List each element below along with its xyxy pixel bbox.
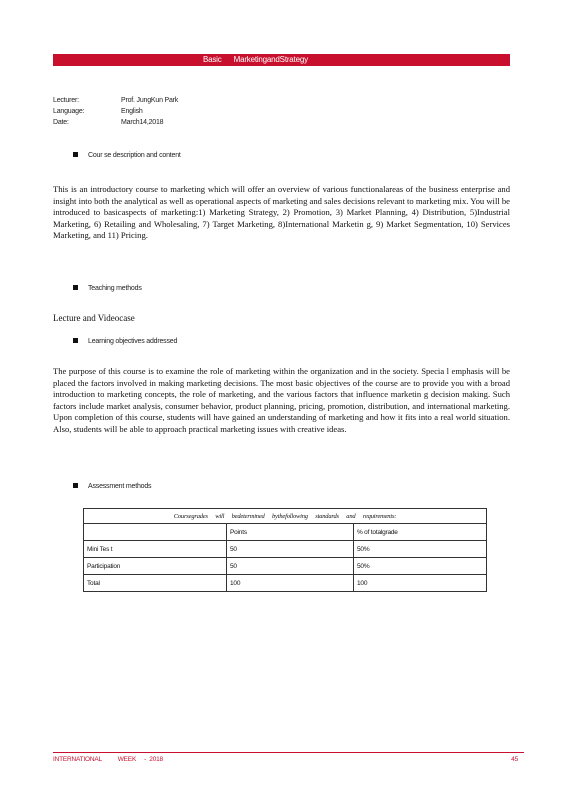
table-row [84, 541, 487, 558]
table-header-cell [84, 524, 227, 541]
meta-date [53, 119, 163, 126]
table-cell: 50 [227, 541, 354, 558]
footer-event-label: INTERNATIONAL WEEK - 2018 [53, 756, 163, 763]
assessment-table [83, 508, 487, 592]
table-header-cell: % of totalgrade [354, 524, 487, 541]
title-part-2: MarketingandStrategy [233, 55, 308, 64]
meta-value: English [121, 108, 143, 115]
meta-value: Prof. JungKun Park [121, 97, 179, 104]
bullet-square-icon [73, 483, 78, 488]
meta-label: Lecturer: [53, 97, 79, 104]
course-description-text: This is an introductory course to marketing which will offer an overview of various functionalareas of the business enterprise and insight into both the analytical as well as operational aspects of marketing and sales decisions relevant to marketing mix. You will be introduced to basicaspects of marketing:1) Marketing Strategy, 2) Promotion, 3) Market Planning, 4) Distribution, 5)Industrial Marketing, 6) Retailing and Wholesaling, 7) Target Marketing, 8)International Marketin g, 9) Market Segmentation, 10) Services Marketing, and 11) Pricing. [53, 184, 510, 241]
section-heading-learning-objectives: Learning objectives addressed [73, 338, 177, 345]
bullet-square-icon [73, 338, 78, 343]
document-title-bar [53, 54, 510, 66]
table-cell: Mini Tes t [84, 541, 227, 558]
table-header-row [84, 524, 487, 541]
teaching-methods-text: Lecture and Videocase [53, 313, 135, 323]
table-caption-row [84, 509, 487, 524]
table-row [84, 558, 487, 575]
meta-label: Language: [53, 108, 85, 115]
table-cell: 100 [227, 575, 354, 592]
table-row [84, 575, 487, 592]
footer-divider [53, 752, 524, 753]
footer-page-number: 45 [511, 756, 518, 763]
table-header-cell: Points [227, 524, 354, 541]
learning-objectives-text: The purpose of this course is to examine the role of marketing within the organization and in the society. Specia l emphasis will be placed the factors involved in making marketing decisions. The most basic objectives of the course are to provide you with a broad introduction to marketing concepts, the role of marketing, and the various factors that influence marketin g decision making. Such factors include market analysis, consumer behavior, product planning, pricing, promotion, distribution, and international marketing. Upon completion of this course, students will have gained an understanding of marketing and how it fits into a real world situation. Also, students will be able to approach practical marketing issues with creative ideas. [53, 366, 510, 434]
table-cell: 50 [227, 558, 354, 575]
table-cell: 50% [354, 558, 487, 575]
meta-value: March14,2018 [121, 119, 164, 126]
bullet-square-icon [73, 152, 78, 157]
table-cell: Total [84, 575, 227, 592]
section-heading-assessment: Assessment methods [73, 483, 151, 490]
table-cell: 50% [354, 541, 487, 558]
bullet-square-icon [73, 285, 78, 290]
section-heading-course-description: Cour se description and content [73, 152, 181, 159]
meta-label: Date: [53, 119, 69, 126]
section-heading-teaching-methods: Teaching methods [73, 285, 142, 292]
table-cell: 100 [354, 575, 487, 592]
title-part-1: Basic [203, 55, 222, 64]
table-caption: Coursegrades will bedetermined bythefollowing standards and requirements: [84, 509, 487, 524]
meta-lecturer [53, 97, 178, 104]
meta-language [53, 108, 143, 115]
table-cell: Participation [84, 558, 227, 575]
